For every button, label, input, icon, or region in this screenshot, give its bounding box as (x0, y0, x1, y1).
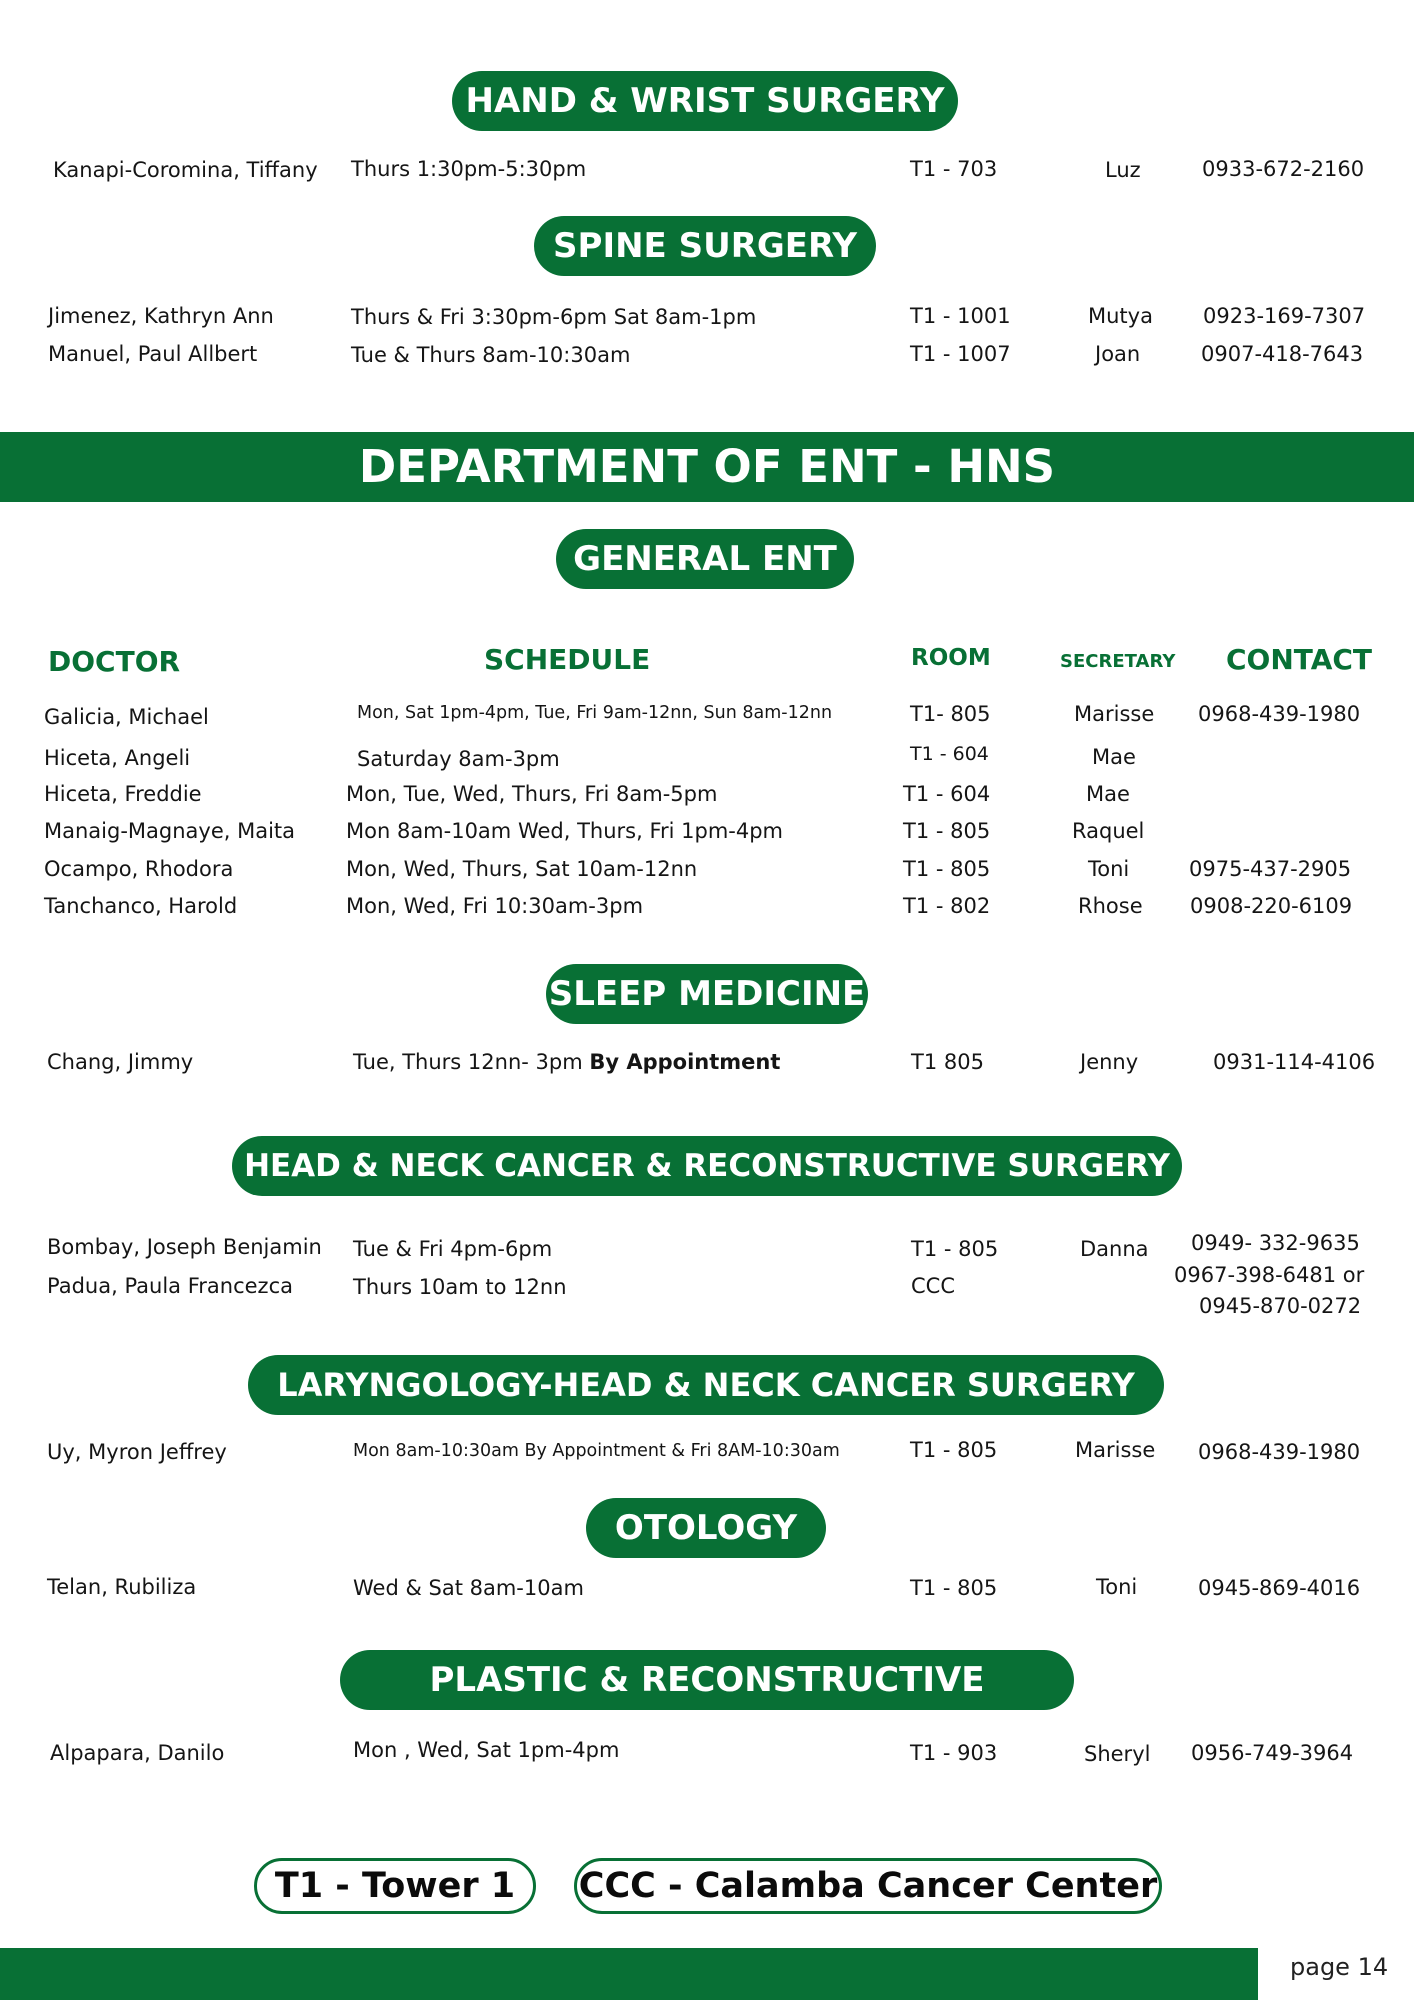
contact: 0923-169-7307 (1203, 304, 1366, 328)
column-header-secretary: SECRETARY (1060, 651, 1176, 672)
secretary: Raquel (1072, 819, 1145, 843)
schedule: Wed & Sat 8am-10am (353, 1576, 584, 1600)
secretary: Mutya (1088, 304, 1153, 328)
schedule: Mon, Sat 1pm-4pm, Tue, Fri 9am-12nn, Sun 8am-12nn (357, 703, 833, 723)
footer-bar (0, 1948, 1258, 2000)
room: T1 - 903 (910, 1741, 998, 1765)
doctor-name: Padua, Paula Francezca (47, 1274, 293, 1298)
contact: 0967-398-6481 or (1174, 1263, 1365, 1287)
room: CCC (911, 1274, 955, 1298)
room: T1 - 802 (903, 894, 991, 918)
schedule: Mon 8am-10:30am By Appointment & Fri 8AM-10:30am (353, 1441, 840, 1461)
doctor-name: Chang, Jimmy (47, 1050, 194, 1074)
schedule-emphasis: By Appointment (589, 1050, 781, 1074)
schedule: Mon, Wed, Thurs, Sat 10am-12nn (346, 857, 698, 881)
section-title-sleep-medicine: SLEEP MEDICINE (546, 964, 868, 1024)
column-header-doctor: DOCTOR (48, 645, 181, 678)
secretary: Luz (1105, 158, 1141, 182)
secretary: Mae (1086, 782, 1130, 806)
contact: 0975-437-2905 (1189, 857, 1352, 881)
contact: 0956-749-3964 (1191, 1741, 1354, 1765)
page-number: page 14 (1290, 1953, 1389, 1981)
schedule: Saturday 8am-3pm (357, 747, 560, 771)
secretary: Joan (1095, 342, 1141, 366)
doctor-name: Kanapi-Coromina, Tiffany (53, 158, 318, 182)
secretary: Toni (1096, 1575, 1138, 1599)
room: T1 - 1001 (910, 304, 1011, 328)
contact: 0933-672-2160 (1202, 157, 1365, 181)
column-header-schedule: SCHEDULE (484, 643, 651, 676)
contact-alternate: 0945-870-0272 (1199, 1294, 1362, 1318)
contact: 0968-439-1980 (1198, 1440, 1361, 1464)
room: T1 - 805 (911, 1237, 999, 1261)
doctor-name: Jimenez, Kathryn Ann (48, 304, 274, 328)
room: T1 - 604 (910, 743, 989, 765)
schedule: Mon 8am-10am Wed, Thurs, Fri 1pm-4pm (346, 819, 784, 843)
contact: 0908-220-6109 (1190, 894, 1353, 918)
doctor-name: Hiceta, Freddie (44, 782, 202, 806)
contact: 0945-869-4016 (1198, 1576, 1361, 1600)
schedule: Mon, Tue, Wed, Thurs, Fri 8am-5pm (346, 782, 718, 806)
doctor-name: Galicia, Michael (44, 705, 209, 729)
secretary: Marisse (1075, 1438, 1156, 1462)
secretary: Toni (1088, 857, 1130, 881)
schedule: Tue & Thurs 8am-10:30am (351, 343, 631, 367)
room: T1 - 604 (903, 782, 991, 806)
contact: 0907-418-7643 (1201, 342, 1364, 366)
section-title-hand-wrist-surgery: HAND & WRIST SURGERY (452, 71, 958, 131)
column-header-room: ROOM (911, 645, 991, 671)
contact: 0968-439-1980 (1198, 702, 1361, 726)
section-title-head-neck-cancer: HEAD & NECK CANCER & RECONSTRUCTIVE SURGERY (232, 1136, 1182, 1196)
room: T1 - 703 (910, 157, 998, 181)
room: T1 - 805 (903, 857, 991, 881)
doctor-name: Bombay, Joseph Benjamin (47, 1235, 322, 1259)
section-title-spine-surgery: SPINE SURGERY (534, 216, 876, 276)
schedule: Tue, Thurs 12nn- 3pm By Appointment (353, 1050, 781, 1074)
room: T1 - 805 (903, 819, 991, 843)
secretary: Rhose (1078, 894, 1143, 918)
doctor-name: Tanchanco, Harold (44, 894, 238, 918)
room: T1 - 805 (910, 1576, 998, 1600)
room: T1 - 1007 (910, 342, 1011, 366)
doctor-name: Hiceta, Angeli (44, 746, 191, 770)
room: T1- 805 (910, 702, 991, 726)
schedule: Mon, Wed, Fri 10:30am-3pm (346, 894, 644, 918)
department-title: DEPARTMENT OF ENT - HNS (0, 432, 1414, 502)
schedule: Tue & Fri 4pm-6pm (353, 1237, 553, 1261)
section-title-laryngology: LARYNGOLOGY-HEAD & NECK CANCER SURGERY (248, 1355, 1164, 1415)
column-header-contact: CONTACT (1226, 643, 1373, 676)
doctor-name: Manuel, Paul Allbert (48, 342, 258, 366)
schedule: Thurs & Fri 3:30pm-6pm Sat 8am-1pm (351, 305, 757, 329)
room: T1 805 (911, 1050, 984, 1074)
schedule: Mon , Wed, Sat 1pm-4pm (353, 1738, 620, 1762)
room: T1 - 805 (910, 1438, 998, 1462)
secretary: Danna (1080, 1237, 1149, 1261)
secretary: Marisse (1074, 702, 1155, 726)
legend-tower-1: T1 - Tower 1 (254, 1858, 536, 1914)
contact: 0949- 332-9635 (1191, 1231, 1360, 1255)
doctor-name: Telan, Rubiliza (47, 1575, 197, 1599)
secretary: Jenny (1080, 1050, 1139, 1074)
section-title-otology: OTOLOGY (586, 1498, 826, 1558)
section-title-general-ent: GENERAL ENT (556, 529, 854, 589)
secretary: Sheryl (1084, 1742, 1151, 1766)
doctor-name: Manaig-Magnaye, Maita (44, 819, 296, 843)
doctor-name: Uy, Myron Jeffrey (47, 1440, 227, 1464)
contact: 0931-114-4106 (1213, 1050, 1376, 1074)
secretary: Mae (1092, 745, 1136, 769)
schedule: Thurs 1:30pm-5:30pm (351, 157, 587, 181)
legend-calamba-cancer-center: CCC - Calamba Cancer Center (574, 1858, 1162, 1914)
section-title-plastic-surgery: PLASTIC & RECONSTRUCTIVE SURGERY (340, 1650, 1074, 1710)
schedule: Thurs 10am to 12nn (353, 1275, 567, 1299)
doctor-name: Alpapara, Danilo (50, 1741, 225, 1765)
doctor-name: Ocampo, Rhodora (44, 857, 234, 881)
